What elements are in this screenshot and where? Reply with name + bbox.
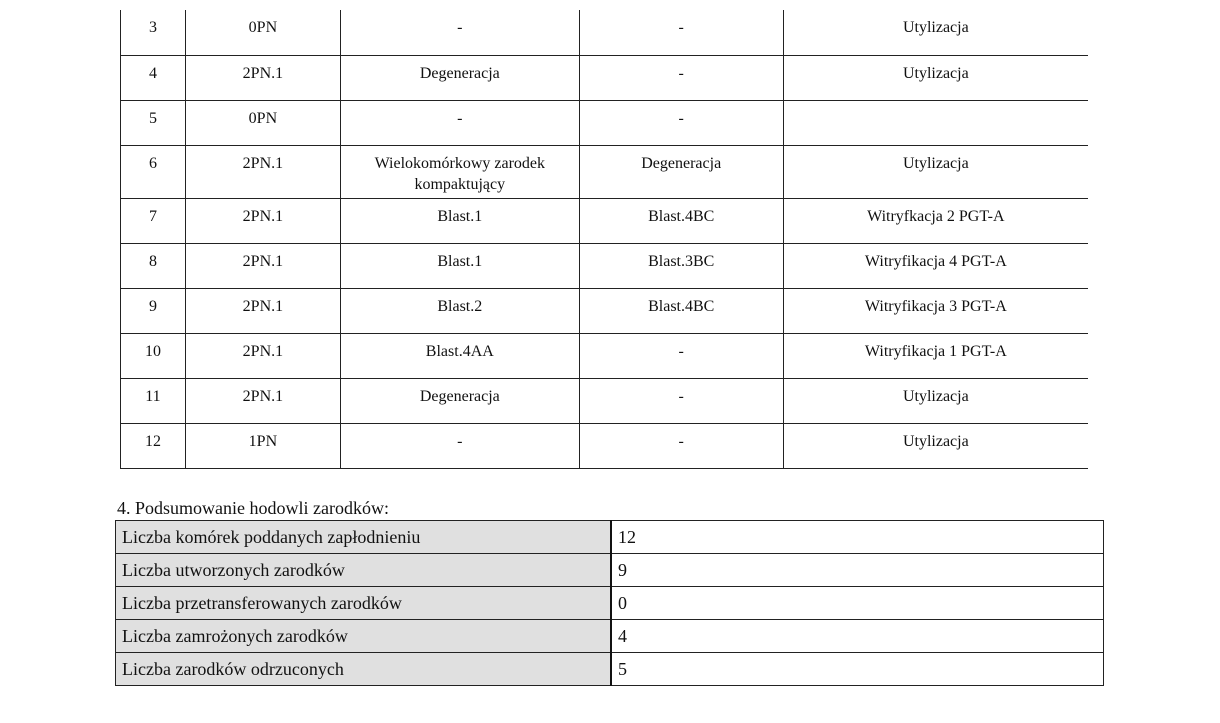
- day3-status-cell: Wielokomórkowy zarodek kompaktujący: [340, 145, 579, 198]
- decision-cell: Utylizacja: [783, 10, 1088, 55]
- summary-value: 9: [611, 554, 1104, 587]
- day3-status-cell: Blast.1: [340, 198, 579, 243]
- summary-label: Liczba przetransferowanych zarodków: [116, 587, 612, 620]
- decision-cell: Utylizacja: [783, 423, 1088, 468]
- summary-label: Liczba zarodków odrzuconych: [116, 653, 612, 686]
- embryo-number-cell: 8: [121, 243, 186, 288]
- embryo-number-cell: 11: [121, 378, 186, 423]
- pn-status-cell: 0PN: [185, 100, 340, 145]
- pn-status-cell: 2PN.1: [185, 198, 340, 243]
- pn-status-cell: 2PN.1: [185, 243, 340, 288]
- pn-status-cell: 2PN.1: [185, 378, 340, 423]
- embryo-number-cell: 3: [121, 10, 186, 55]
- embryo-number-cell: 6: [121, 145, 186, 198]
- table-row: [121, 100, 1089, 145]
- table-row: [121, 333, 1089, 378]
- summary-value: 0: [611, 587, 1104, 620]
- table-row: [121, 198, 1089, 243]
- embryo-number-cell: 4: [121, 55, 186, 100]
- day5-status-cell: -: [579, 378, 783, 423]
- pn-status-cell: 1PN: [185, 423, 340, 468]
- embryo-number-cell: 9: [121, 288, 186, 333]
- embryo-number-cell: 5: [121, 100, 186, 145]
- pn-status-cell: 2PN.1: [185, 145, 340, 198]
- day5-status-cell: Blast.3BC: [579, 243, 783, 288]
- day3-status-cell: -: [340, 100, 579, 145]
- summary-row: [116, 587, 1104, 620]
- decision-cell: Witryfikacja 3 PGT-A: [783, 288, 1088, 333]
- summary-value: 5: [611, 653, 1104, 686]
- pn-status-cell: 2PN.1: [185, 55, 340, 100]
- decision-cell: Utylizacja: [783, 145, 1088, 198]
- table-row: [121, 55, 1089, 100]
- decision-cell: [783, 100, 1088, 145]
- table-row: [121, 10, 1089, 55]
- summary-table: [115, 520, 1104, 686]
- table-row: [121, 288, 1089, 333]
- pn-status-cell: 2PN.1: [185, 333, 340, 378]
- day5-status-cell: -: [579, 423, 783, 468]
- summary-row: [116, 653, 1104, 686]
- summary-title: 4. Podsumowanie hodowli zarodków:: [117, 498, 389, 518]
- summary-row: [116, 521, 1104, 554]
- day3-status-cell: -: [340, 10, 579, 55]
- embryo-number-cell: 10: [121, 333, 186, 378]
- summary-value: 4: [611, 620, 1104, 653]
- pn-status-cell: 0PN: [185, 10, 340, 55]
- summary-row: [116, 554, 1104, 587]
- decision-cell: Utylizacja: [783, 55, 1088, 100]
- summary-label: Liczba zamrożonych zarodków: [116, 620, 612, 653]
- summary-label: Liczba komórek poddanych zapłodnieniu: [116, 521, 612, 554]
- summary-row: [116, 620, 1104, 653]
- summary-label: Liczba utworzonych zarodków: [116, 554, 612, 587]
- table-row: [121, 423, 1089, 468]
- decision-cell: Utylizacja: [783, 378, 1088, 423]
- day5-status-cell: Blast.4BC: [579, 198, 783, 243]
- embryo-number-cell: 7: [121, 198, 186, 243]
- decision-cell: Witryfkacja 2 PGT-A: [783, 198, 1088, 243]
- embryo-number-cell: 12: [121, 423, 186, 468]
- embryo-table: [120, 10, 1088, 469]
- summary-value: 12: [611, 521, 1104, 554]
- day3-status-cell: Degeneracja: [340, 55, 579, 100]
- day5-status-cell: -: [579, 55, 783, 100]
- decision-cell: Witryfikacja 1 PGT-A: [783, 333, 1088, 378]
- day5-status-cell: -: [579, 333, 783, 378]
- day5-status-cell: -: [579, 10, 783, 55]
- day3-status-cell: Degeneracja: [340, 378, 579, 423]
- day5-status-cell: Degeneracja: [579, 145, 783, 198]
- pn-status-cell: 2PN.1: [185, 288, 340, 333]
- day5-status-cell: -: [579, 100, 783, 145]
- table-row: [121, 145, 1089, 198]
- day3-status-cell: -: [340, 423, 579, 468]
- table-row: [121, 378, 1089, 423]
- day5-status-cell: Blast.4BC: [579, 288, 783, 333]
- day3-status-cell: Blast.2: [340, 288, 579, 333]
- table-row: [121, 243, 1089, 288]
- day3-status-cell: Blast.4AA: [340, 333, 579, 378]
- day3-status-cell: Blast.1: [340, 243, 579, 288]
- decision-cell: Witryfikacja 4 PGT-A: [783, 243, 1088, 288]
